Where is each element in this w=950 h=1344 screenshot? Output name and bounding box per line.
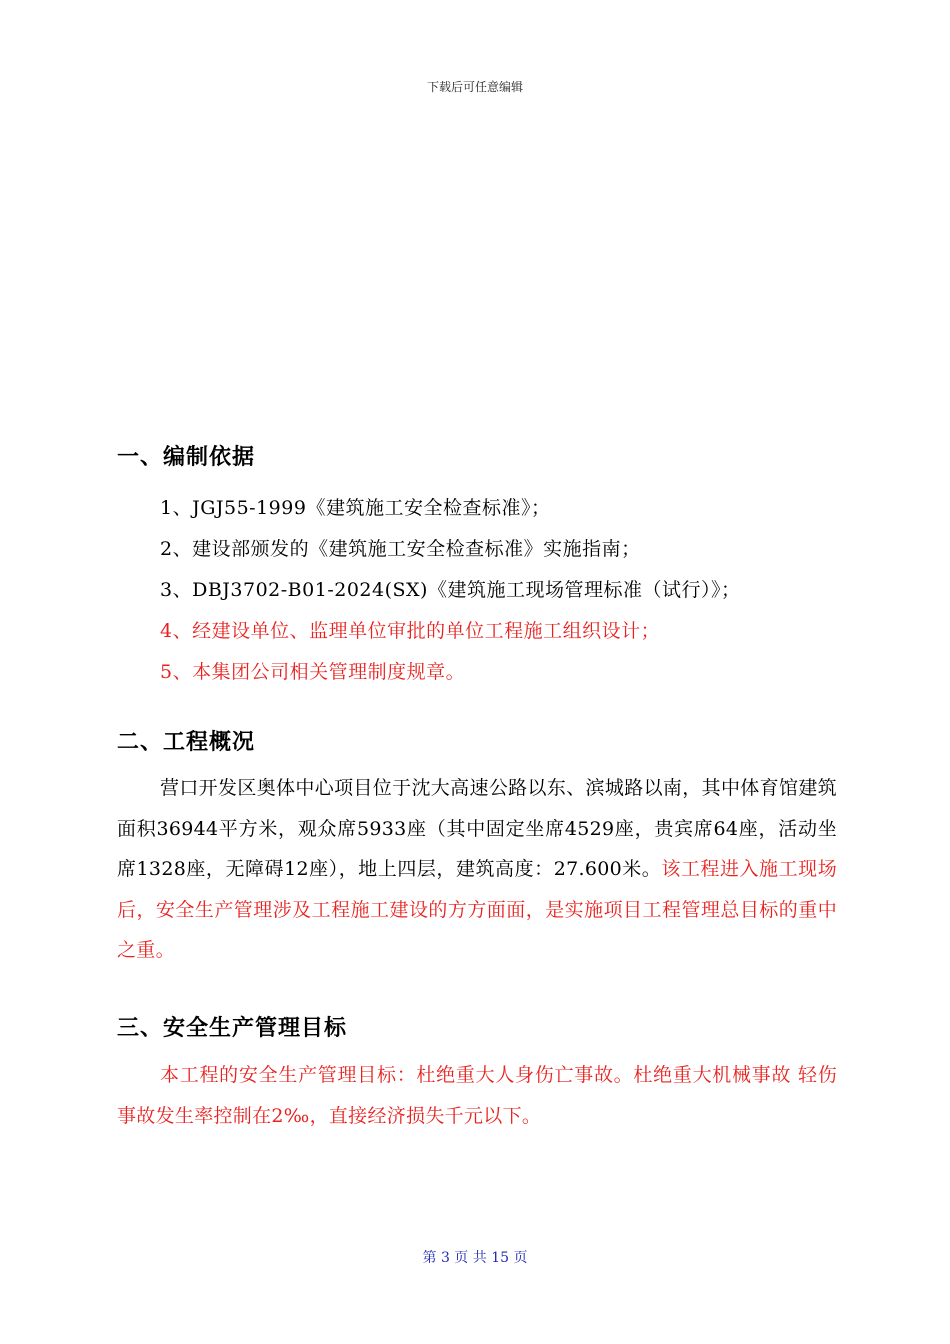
overview-paragraph (117, 768, 837, 971)
basis-item-2: 2、建设部颁发的《建筑施工安全检查标准》实施指南； (160, 538, 641, 560)
section-heading-basis: 一、编制依据 (117, 445, 256, 470)
basis-item-5: 5、本集团公司相关管理制度规章。 (160, 661, 466, 683)
safety-goal-paragraph: 本工程的安全生产管理目标：杜绝重大人身伤亡事故。杜绝重大机械事故 轻伤事故发生率控制在2‰，直接经济损失千元以下。 (117, 1064, 837, 1127)
overview-text: 营口开发区奥体中心项目位于沈大高速公路以东、滨城路以南，其中体育馆建筑面积36944平方米，观众席5933座（其中固定坐席4529座，贵宾席64座，活动坐席1328座，无障碍12座），地上四层，建筑高度：27.600米。 (117, 777, 837, 880)
basis-item-1: 1、JGJ55-1999《建筑施工安全检查标准》； (160, 497, 551, 519)
page-number-footer: 第 3 页 共 15 页 (422, 1250, 528, 1266)
page-header-note: 下载后可任意编辑 (426, 80, 523, 94)
section-heading-overview: 二、工程概况 (117, 730, 256, 755)
overview-highlight-text: 该工程进入施工现场后，安全生产管理涉及工程施工建设的方方面面，是实施项目工程管理总目标的重中之重。 (117, 858, 837, 961)
basis-item-3: 3、DBJ3702-B01-2024(SX)《建筑施工现场管理标准（试行）》； (160, 579, 741, 601)
basis-item-4: 4、经建设单位、监理单位审批的单位工程施工组织设计； (160, 620, 661, 642)
section-heading-safety-goal: 三、安全生产管理目标 (117, 1016, 348, 1041)
